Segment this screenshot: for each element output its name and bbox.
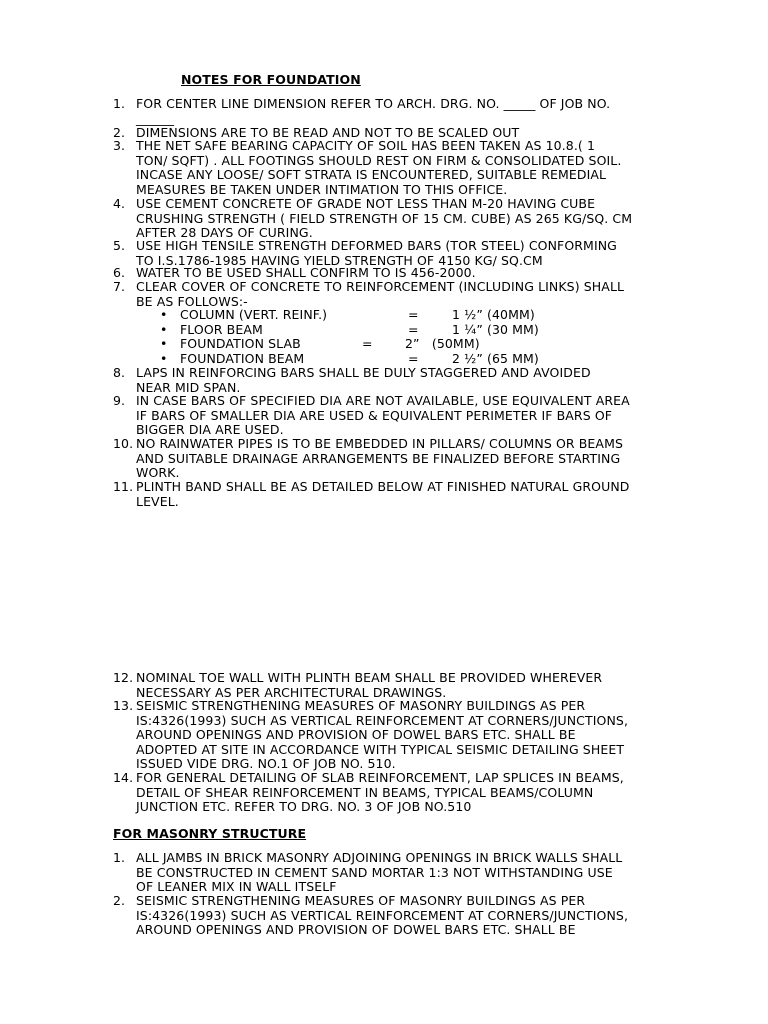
foundation-note-14 bbox=[113, 771, 683, 815]
note-number: 1. bbox=[113, 850, 126, 865]
equals-sign: = bbox=[362, 336, 373, 351]
bullet-icon: • bbox=[160, 336, 168, 351]
masonry-structure-title: FOR MASONRY STRUCTURE bbox=[113, 826, 307, 841]
note-text: WATER TO BE USED SHALL CONFIRM TO IS 456-2000. bbox=[136, 265, 476, 280]
note-number: 7. bbox=[113, 279, 126, 294]
foundation-note-8 bbox=[113, 366, 683, 395]
note-text: SEISMIC STRENGTHENING MEASURES OF MASONRY BUILDINGS AS PER IS:4326(1993) SUCH AS VERTICAL REINFORCEMENT AT CORNERS/JUNCTIONS, AROUND OPENINGS AND PROVISION OF DOWEL BARS ETC. SHALL BE bbox=[136, 893, 629, 938]
note-text: NO RAINWATER PIPES IS TO BE EMBEDDED IN PILLARS/ COLUMNS OR BEAMS AND SUITABLE DRAINAGE ARRANGEMENTS BE FINALIZED BEFORE STARTING WORK. bbox=[136, 436, 623, 481]
equals-sign: = bbox=[408, 307, 419, 322]
note-text: THE NET SAFE BEARING CAPACITY OF SOIL HAS BEEN TAKEN AS 10.8.( 1 TON/ SQFT) . ALL FOOTINGS SHOULD REST ON FIRM & CONSOLIDATED SOIL. INCASE ANY LOOSE/ SOFT STRATA IS ENCOUNTERED, SUITABLE REMEDIAL MEASURES BE TAKEN UNDER INTIMATION TO THIS OFFICE. bbox=[136, 138, 622, 197]
note-number: 5. bbox=[113, 238, 126, 253]
note-text: NOMINAL TOE WALL WITH PLINTH BEAM SHALL BE PROVIDED WHEREVER NECESSARY AS PER ARCHITECTURAL DRAWINGS. bbox=[136, 670, 603, 700]
note-number: 3. bbox=[113, 138, 126, 153]
masonry-note-1 bbox=[113, 851, 683, 895]
note-number: 1. bbox=[113, 96, 126, 111]
cover-value: 1 ¼” (30 MM) bbox=[452, 322, 539, 337]
masonry-note-2 bbox=[113, 894, 683, 938]
cover-value: 2” (50MM) bbox=[405, 336, 480, 351]
note-number: 10. bbox=[113, 436, 134, 451]
cover-label: COLUMN (VERT. REINF.) bbox=[180, 307, 328, 322]
foundation-note-9 bbox=[113, 394, 683, 438]
note-number: 2. bbox=[113, 893, 126, 908]
cover-value: 1 ½” (40MM) bbox=[452, 307, 535, 322]
note-number: 2. bbox=[113, 125, 126, 140]
bullet-icon: • bbox=[160, 307, 168, 322]
foundation-notes-title: NOTES FOR FOUNDATION bbox=[181, 72, 361, 87]
cover-label: FLOOR BEAM bbox=[180, 322, 263, 337]
note-text: LAPS IN REINFORCING BARS SHALL BE DULY STAGGERED AND AVOIDED NEAR MID SPAN. bbox=[136, 365, 591, 395]
foundation-note-7 bbox=[113, 280, 683, 309]
note-number: 4. bbox=[113, 196, 126, 211]
note-text: ALL JAMBS IN BRICK MASONRY ADJOINING OPENINGS IN BRICK WALLS SHALL BE CONSTRUCTED IN CEMENT SAND MORTAR 1:3 NOT WITHSTANDING USE OF LEANER MIX IN WALL ITSELF bbox=[136, 850, 623, 895]
note-number: 9. bbox=[113, 393, 126, 408]
note-number: 11. bbox=[113, 479, 134, 494]
foundation-note-11 bbox=[113, 480, 683, 509]
note-number: 8. bbox=[113, 365, 126, 380]
bullet-icon: • bbox=[160, 351, 168, 366]
note-text: USE CEMENT CONCRETE OF GRADE NOT LESS THAN M-20 HAVING CUBE CRUSHING STRENGTH ( FIELD STRENGTH OF 15 CM. CUBE) AS 265 KG/SQ. CM AFTER 28 DAYS OF CURING. bbox=[136, 196, 633, 241]
note-text: IN CASE BARS OF SPECIFIED DIA ARE NOT AVAILABLE, USE EQUIVALENT AREA IF BARS OF SMALLER DIA ARE USED & EQUIVALENT PERIMETER IF BARS OF BIGGER DIA ARE USED. bbox=[136, 393, 630, 438]
foundation-note-4 bbox=[113, 197, 683, 241]
note-number: 14. bbox=[113, 770, 134, 785]
foundation-note-10 bbox=[113, 437, 683, 481]
foundation-note-1 bbox=[113, 97, 683, 126]
bullet-icon: • bbox=[160, 322, 168, 337]
foundation-note-13 bbox=[113, 699, 683, 772]
note-text: FOR GENERAL DETAILING OF SLAB REINFORCEMENT, LAP SPLICES IN BEAMS, DETAIL OF SHEAR REINFORCEMENT IN BEAMS, TYPICAL BEAMS/COLUMN JUNCTION ETC. REFER TO DRG. NO. 3 OF JOB NO.510 bbox=[136, 770, 624, 815]
note-text: PLINTH BAND SHALL BE AS DETAILED BELOW AT FINISHED NATURAL GROUND LEVEL. bbox=[136, 479, 630, 509]
equals-sign: = bbox=[408, 322, 419, 337]
foundation-note-5 bbox=[113, 239, 683, 268]
foundation-note-12 bbox=[113, 671, 683, 700]
cover-label: FOUNDATION SLAB bbox=[180, 336, 301, 351]
note-text: USE HIGH TENSILE STRENGTH DEFORMED BARS (TOR STEEL) CONFORMING TO I.S.1786-1985 HAVING YIELD STRENGTH OF 4150 KG/ SQ.CM bbox=[136, 238, 617, 268]
note-number: 6. bbox=[113, 265, 126, 280]
cover-label: FOUNDATION BEAM bbox=[180, 351, 305, 366]
note-text: FOR CENTER LINE DIMENSION REFER TO ARCH. DRG. NO. _____ OF JOB NO. ______ bbox=[136, 96, 611, 126]
note-text: CLEAR COVER OF CONCRETE TO REINFORCEMENT (INCLUDING LINKS) SHALL BE AS FOLLOWS:- bbox=[136, 279, 625, 309]
cover-value: 2 ½” (65 MM) bbox=[452, 351, 539, 366]
note-number: 12. bbox=[113, 670, 134, 685]
foundation-note-3 bbox=[113, 139, 683, 197]
note-text: DIMENSIONS ARE TO BE READ AND NOT TO BE SCALED OUT bbox=[136, 125, 520, 140]
note-number: 13. bbox=[113, 698, 134, 713]
equals-sign: = bbox=[408, 351, 419, 366]
note-text: SEISMIC STRENGTHENING MEASURES OF MASONRY BUILDINGS AS PER IS:4326(1993) SUCH AS VERTICAL REINFORCEMENT AT CORNERS/JUNCTIONS, AROUND OPENINGS AND PROVISION OF DOWEL BARS ETC. SHALL BE ADOPTED AT SITE IN ACCORDANCE WITH TYPICAL SEISMIC DETAILING SHEET ISSUED VIDE DRG. NO.1 OF JOB NO. 510. bbox=[136, 698, 629, 772]
